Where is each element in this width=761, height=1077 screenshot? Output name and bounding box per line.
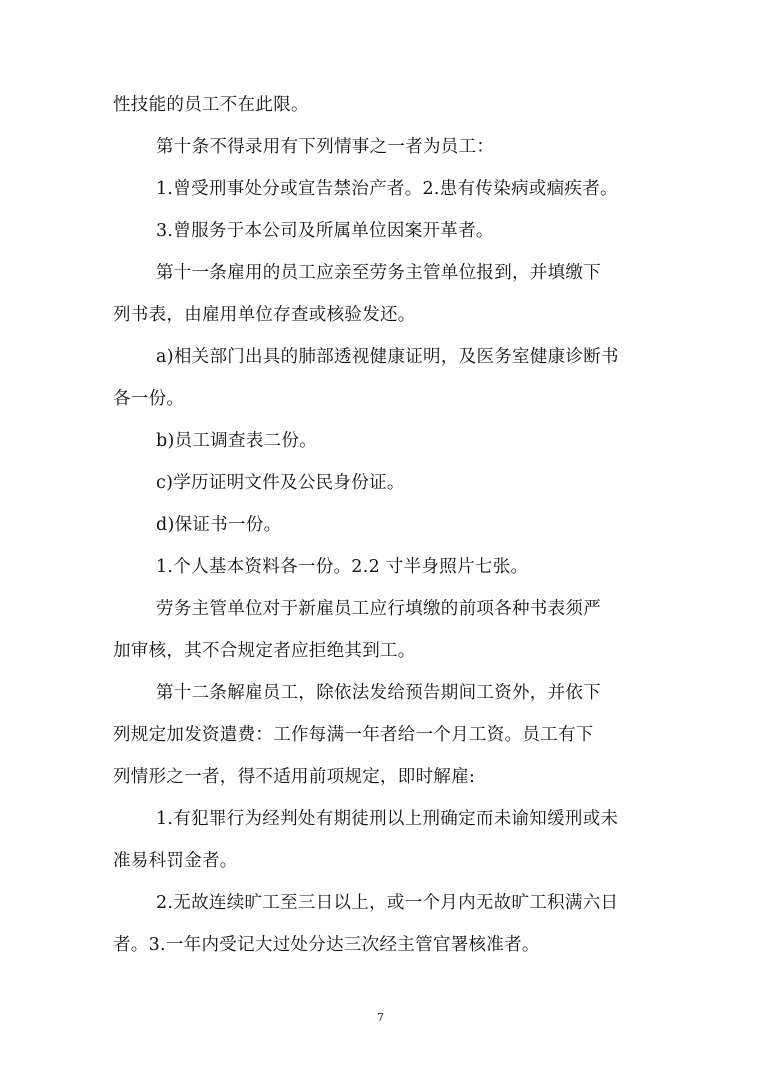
document-body — [113, 84, 643, 966]
text-line: 各一份。 — [113, 389, 185, 409]
text-line: 3.曾服务于本公司及所属单位因案开革者。 — [156, 221, 494, 241]
text-line: b)员工调查表二份。 — [156, 431, 318, 451]
text-line: 1.曾受刑事处分或宣告禁治产者。2.患有传染病或痼疾者。 — [156, 179, 618, 199]
text-line: 1.个人基本资料各一份。2.2 寸半身照片七张。 — [156, 557, 529, 577]
text-line: 性技能的员工不在此限。 — [113, 95, 309, 115]
text-line: c)学历证明文件及公民身份证。 — [156, 473, 405, 493]
text-line: 列情形之一者，得不适用前项规定，即时解雇: — [113, 767, 476, 787]
text-line: 1.有犯罪行为经判处有期徒刑以上刑确定而未谕知缓刑或未 — [156, 809, 619, 829]
text-line: 列规定加发资遣费：工作每满一年者给一个月工资。员工有下 — [113, 725, 594, 745]
page-number: 7 — [377, 1011, 384, 1024]
text-line: 准易科罚金者。 — [113, 851, 238, 871]
text-line: 者。3.一年内受记大过处分达三次经主管官署核准者。 — [113, 935, 540, 955]
text-line: 加审核，其不合规定者应拒绝其到工。 — [113, 641, 416, 661]
text-line: a)相关部门出具的肺部透视健康证明，及医务室健康诊断书 — [156, 347, 619, 367]
text-line: 劳务主管单位对于新雇员工应行填缴的前项各种书表须严 — [156, 599, 601, 619]
text-line: 第十一条雇用的员工应亲至劳务主管单位报到，并填缴下 — [156, 263, 601, 283]
text-line: 第十二条解雇员工，除依法发给预告期间工资外，并依下 — [156, 683, 601, 703]
text-line: 2.无故连续旷工至三日以上，或一个月内无故旷工积满六日 — [156, 893, 619, 913]
text-line: d)保证书一份。 — [156, 515, 282, 535]
text-line: 列书表，由雇用单位存查或核验发还。 — [113, 305, 416, 325]
text-line: 第十条不得录用有下列情事之一者为员工： — [156, 137, 495, 157]
